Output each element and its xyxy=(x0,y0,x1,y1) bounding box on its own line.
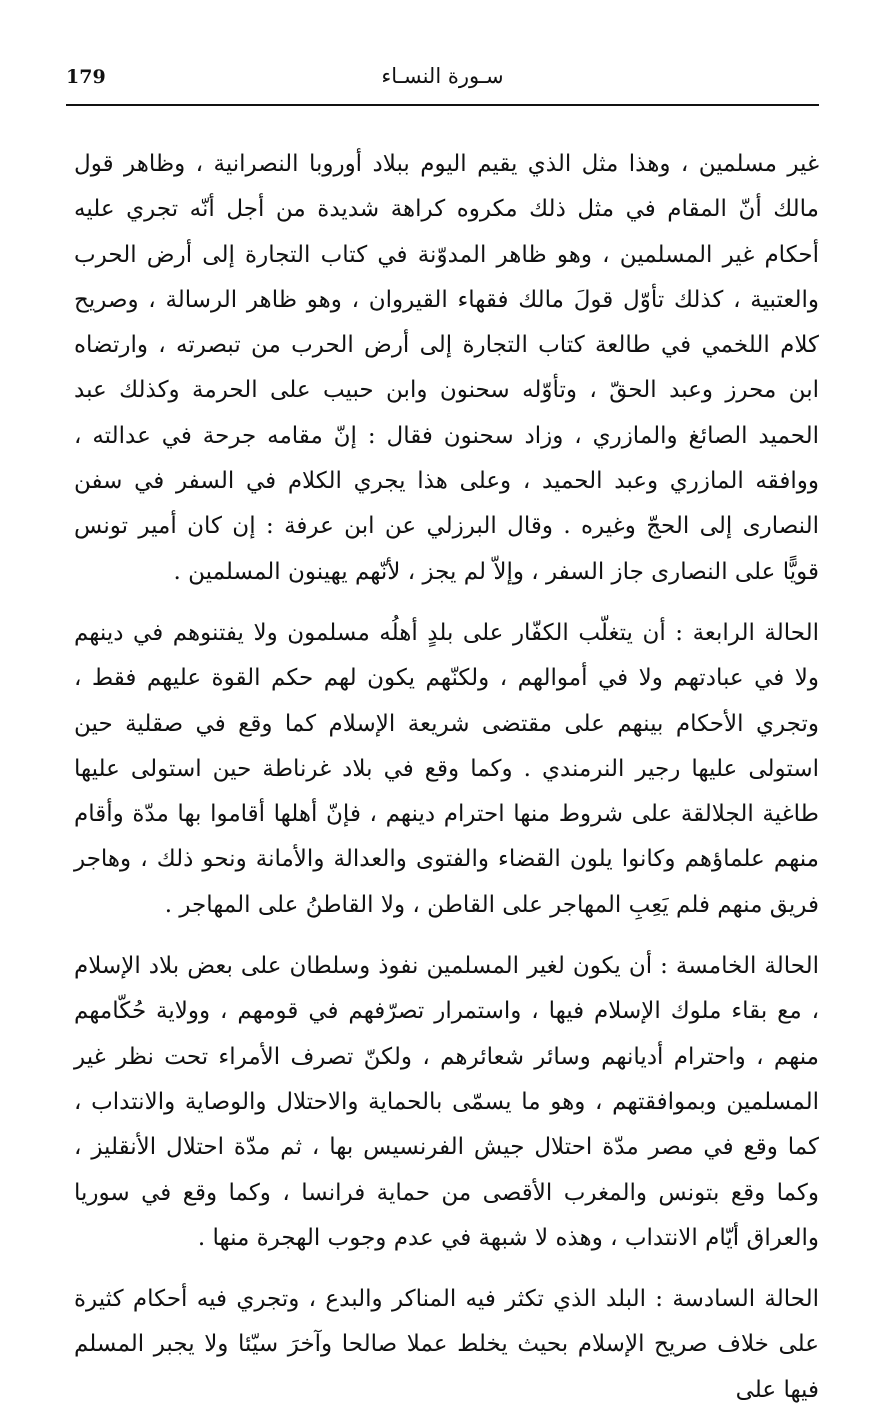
paragraph-2: الحالة الرابعة : أن يتغلّب الكفّار على بلدٍ أهلُه مسلمون ولا يفتنوهم في دينهم ولا في عبادتهم ولا في أموالهم ، ولكنّهم يكون لهم حكم القوة عليهم فقط ، وتجري الأحكام بينهم على مقتضى شريعة الإسلام كما وقع في صقلية حين استولى عليها رجير النرمندي . وكما وقع في بلاد غرناطة حين استولى عليها طاغية الجلالقة على شروط منها احترام دينهم ، فإنّ أهلها أقاموا بها مدّة وأقام منهم علماؤهم وكانوا يلون القضاء والفتوى والعدالة والأمانة ونحو ذلك ، وهاجر فريق منهم فلم يَعِبِ المهاجر على القاطن ، ولا القاطنُ على المهاجر . xyxy=(74,619,819,918)
paragraph-3: الحالة الخامسة : أن يكون لغير المسلمين نفوذ وسلطان على بعض بلاد الإسلام ، مع بقاء ملوك الإسلام فيها ، واستمرار تصرّفهم في قومهم ، وولاية حُكّامهم منهم ، واحترام أديانهم وسائر شعائرهم ، ولكنّ تصرف الأمراء تحت نظر غير المسلمين وبموافقتهم ، وهو ما يسمّى بالحماية والاحتلال والوصاية والانتداب ، كما وقع في مصر مدّة احتلال جيش الفرنسيس بها ، ثم مدّة احتلال الأنقليز ، وكما وقع بتونس والمغرب الأقصى من حماية فرانسا ، وكما وقع في سوريا والعراق أيّام الانتداب ، وهذه لا شبهة في عدم وجوب الهجرة منها . xyxy=(74,953,819,1251)
paragraph-4: الحالة السادسة : البلد الذي تكثر فيه المناكر والبدع ، وتجري فيه أحكام كثيرة على خلاف صريح الإسلام بحيث يخلط عملا صالحا وآخرَ سيّئا ولا يجبر المسلم فيها على xyxy=(74,1286,819,1403)
surah-title: سـورة النسـاء xyxy=(381,64,504,88)
body-text xyxy=(74,142,819,1413)
running-header xyxy=(66,64,819,106)
paragraph-1: غير مسلمين ، وهذا مثل الذي يقيم اليوم ببلاد أوروبا النصرانية ، وظاهر قول مالك أنّ المقام في مثل ذلك مكروه كراهة شديدة من أجل أنّه تجري عليه أحكام غير المسلمين ، وهو ظاهر المدوّنة في كتاب التجارة إلى أرض الحرب والعتبية ، كذلك تأوّل قولَ مالك فقهاء القيروان ، وهو ظاهر الرسالة ، وصريح كلام اللخمي في طالعة كتاب التجارة إلى أرض الحرب من تبصرته ، وارتضاه ابن محرز وعبد الحقّ ، وتأوّله سحنون وابن حبيب على الحرمة وكذلك عبد الحميد الصائغ والمازري ، وزاد سحنون فقال : إنّ مقامه جرحة في عدالته ، ووافقه المازري وعبد الحميد ، وعلى هذا يجري الكلام في السفر في سفن النصارى إلى الحجّ وغيره . وقال البرزلي عن ابن عرفة : إن كان أمير تونس قويًّا على النصارى جاز السفر ، وإلاّ لم يجز ، لأنّهم يهينون المسلمين . xyxy=(74,151,819,585)
page-number: 179 xyxy=(66,66,106,88)
